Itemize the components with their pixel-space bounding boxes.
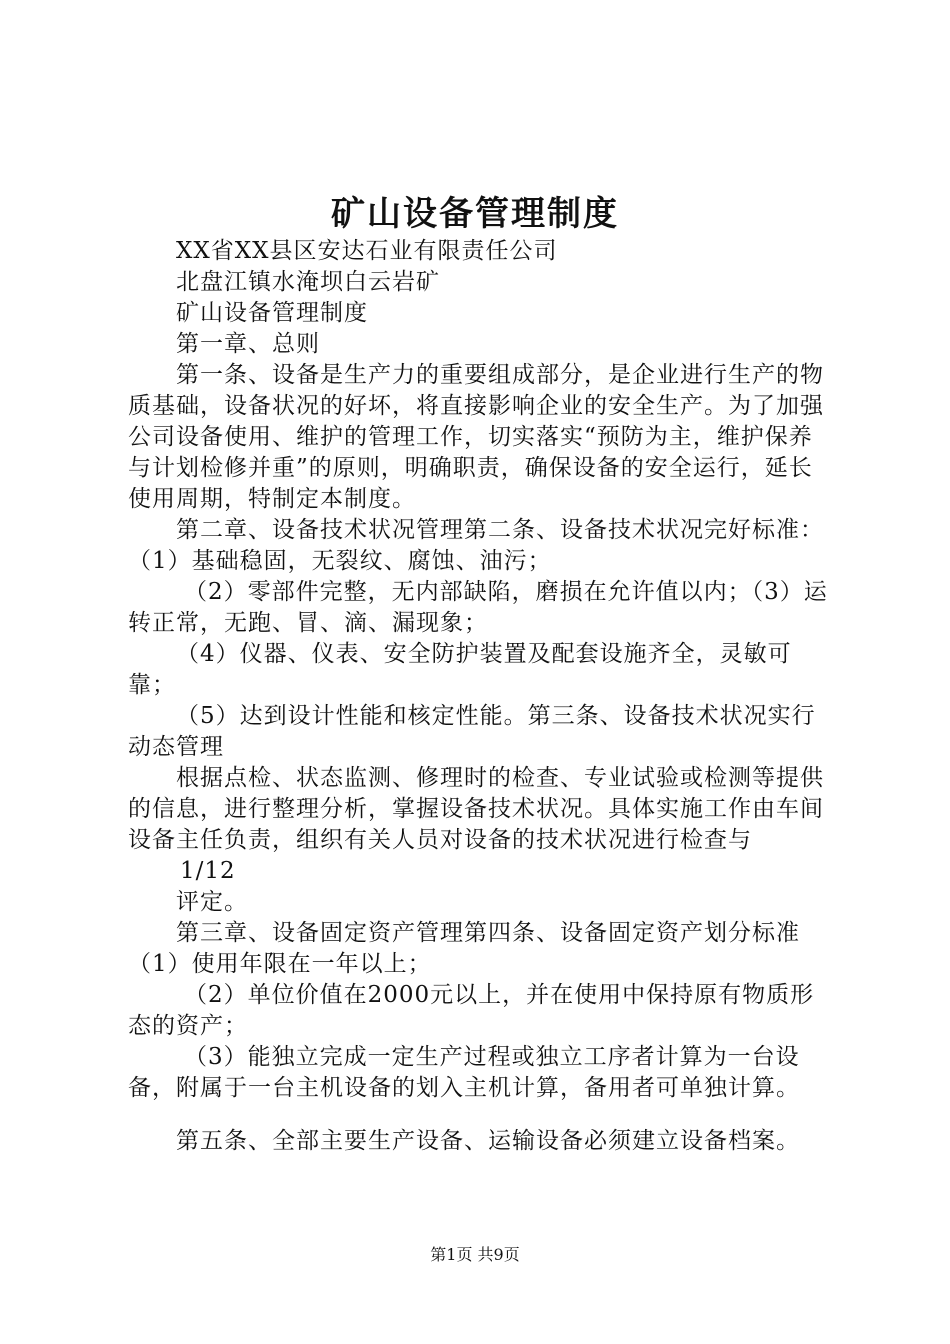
page-marker: 1/12	[180, 858, 236, 884]
chapter-heading: 第一章、总则	[176, 331, 320, 357]
paragraph: 评定。	[176, 889, 248, 915]
page-footer: 第1页 共9页	[430, 1245, 520, 1264]
paragraph: 第一条、设备是生产力的重要组成部分，是企业进行生产的物质基础，设备状况的好坏，将直接影响企业的安全生产。为了加强公司设备使用、维护的管理工作，切实落实“预防为主，维护保养与计划检修并重”的原则，明确职责，确保设备的安全运行，延长使用周期，特制定本制度。	[128, 362, 824, 512]
company-name: XX省XX县区安达石业有限责任公司	[176, 238, 558, 264]
mine-name: 北盘江镇水淹坝白云岩矿	[176, 269, 440, 295]
paragraph: 根据点检、状态监测、修理时的检查、专业试验或检测等提供的信息，进行整理分析，掌握设备技术状况。具体实施工作由车间设备主任负责，组织有关人员对设备的技术状况进行检查与	[128, 765, 824, 853]
paragraph: 第三章、设备固定资产管理第四条、设备固定资产划分标准（1）使用年限在一年以上；	[128, 920, 800, 977]
paragraph: 第五条、全部主要生产设备、运输设备必须建立设备档案。	[176, 1128, 800, 1154]
paragraph: （5）达到设计性能和核定性能。第三条、设备技术状况实行动态管理	[128, 703, 816, 760]
paragraph: （2）零部件完整，无内部缺陷，磨损在允许值以内；（3）运转正常，无跑、冒、滴、漏现象；	[128, 579, 828, 636]
paragraph: 第二章、设备技术状况管理第二条、设备技术状况完好标准：（1）基础稳固，无裂纹、腐蚀、油污；	[128, 517, 824, 574]
document-body	[128, 236, 836, 1157]
subtitle: 矿山设备管理制度	[176, 300, 368, 326]
paragraph: （4）仪器、仪表、安全防护装置及配套设施齐全，灵敏可靠；	[128, 641, 792, 698]
paragraph: （3）能独立完成一定生产过程或独立工序者计算为一台设备，附属于一台主机设备的划入主机计算，备用者可单独计算。	[128, 1044, 800, 1101]
paragraph: （2）单位价值在2000元以上，并在使用中保持原有物质形态的资产；	[128, 982, 815, 1039]
document-title: 矿山设备管理制度	[331, 194, 619, 234]
